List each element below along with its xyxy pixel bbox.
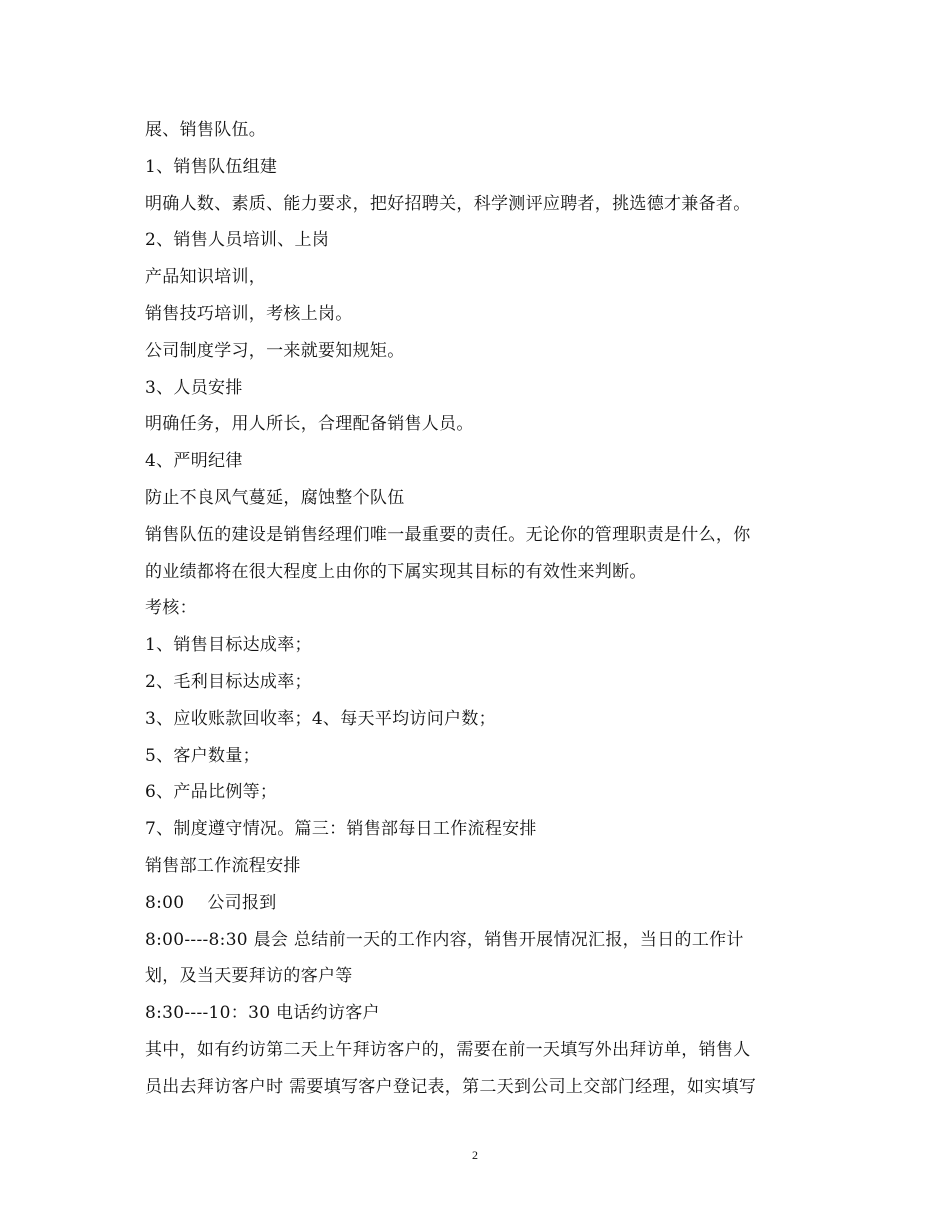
list-item: 2、毛利目标达成率； [145, 671, 312, 692]
text-line: 销售技巧培训，考核上岗。 [145, 303, 353, 324]
list-item: 7、制度遵守情况。篇三：销售部每日工作流程安排 [145, 819, 537, 840]
list-item: 3、应收账款回收率；4、每天平均访问户数； [145, 708, 496, 729]
list-item: 1、销售目标达成率； [145, 635, 312, 656]
schedule-line: 8:00----8:30 晨会 总结前一天的工作内容，销售开展情况汇报，当日的工作计 [145, 929, 744, 950]
list-item: 6、产品比例等； [145, 782, 278, 803]
section-heading: 3、人员安排 [145, 377, 243, 398]
paragraph-line: 的业绩都将在很大程度上由你的下属实现其目标的有效性来判断。 [145, 561, 647, 582]
paragraph-line: 其中，如有约访第二天上午拜访客户的，需要在前一天填写外出拜访单，销售人 [145, 1039, 751, 1060]
document-body [145, 112, 810, 1106]
schedule-line: 8:30----10：30 电话约访客户 [145, 1003, 380, 1024]
section-heading: 2、销售人员培训、上岗 [145, 230, 330, 251]
text-line: 防止不良风气蔓延，腐蚀整个队伍 [145, 487, 405, 508]
schedule-line: 8:00 公司报到 [145, 892, 277, 913]
section-heading: 考核： [145, 598, 197, 619]
text-line: 明确任务，用人所长，合理配备销售人员。 [145, 414, 474, 435]
schedule-line: 划，及当天要拜访的客户等 [145, 966, 353, 987]
list-item: 5、客户数量； [145, 745, 260, 766]
text-line: 公司制度学习，一来就要知规矩。 [145, 340, 405, 361]
section-heading: 1、销售队伍组建 [145, 156, 278, 177]
page-number: 2 [472, 1148, 478, 1162]
paragraph-line: 员出去拜访客户时 需要填写客户登记表，第二天到公司上交部门经理，如实填写 [145, 1076, 757, 1097]
text-line: 展、销售队伍。 [145, 120, 267, 140]
paragraph-line: 销售队伍的建设是销售经理们唯一最重要的责任。无论你的管理职责是什么，你 [145, 524, 751, 545]
section-heading: 4、严明纪律 [145, 451, 243, 472]
text-line: 产品知识培训， [145, 267, 267, 288]
text-line: 明确人数、素质、能力要求，把好招聘关，科学测评应聘者，挑选德才兼备者。 [145, 193, 751, 214]
section-heading: 销售部工作流程安排 [145, 855, 301, 876]
